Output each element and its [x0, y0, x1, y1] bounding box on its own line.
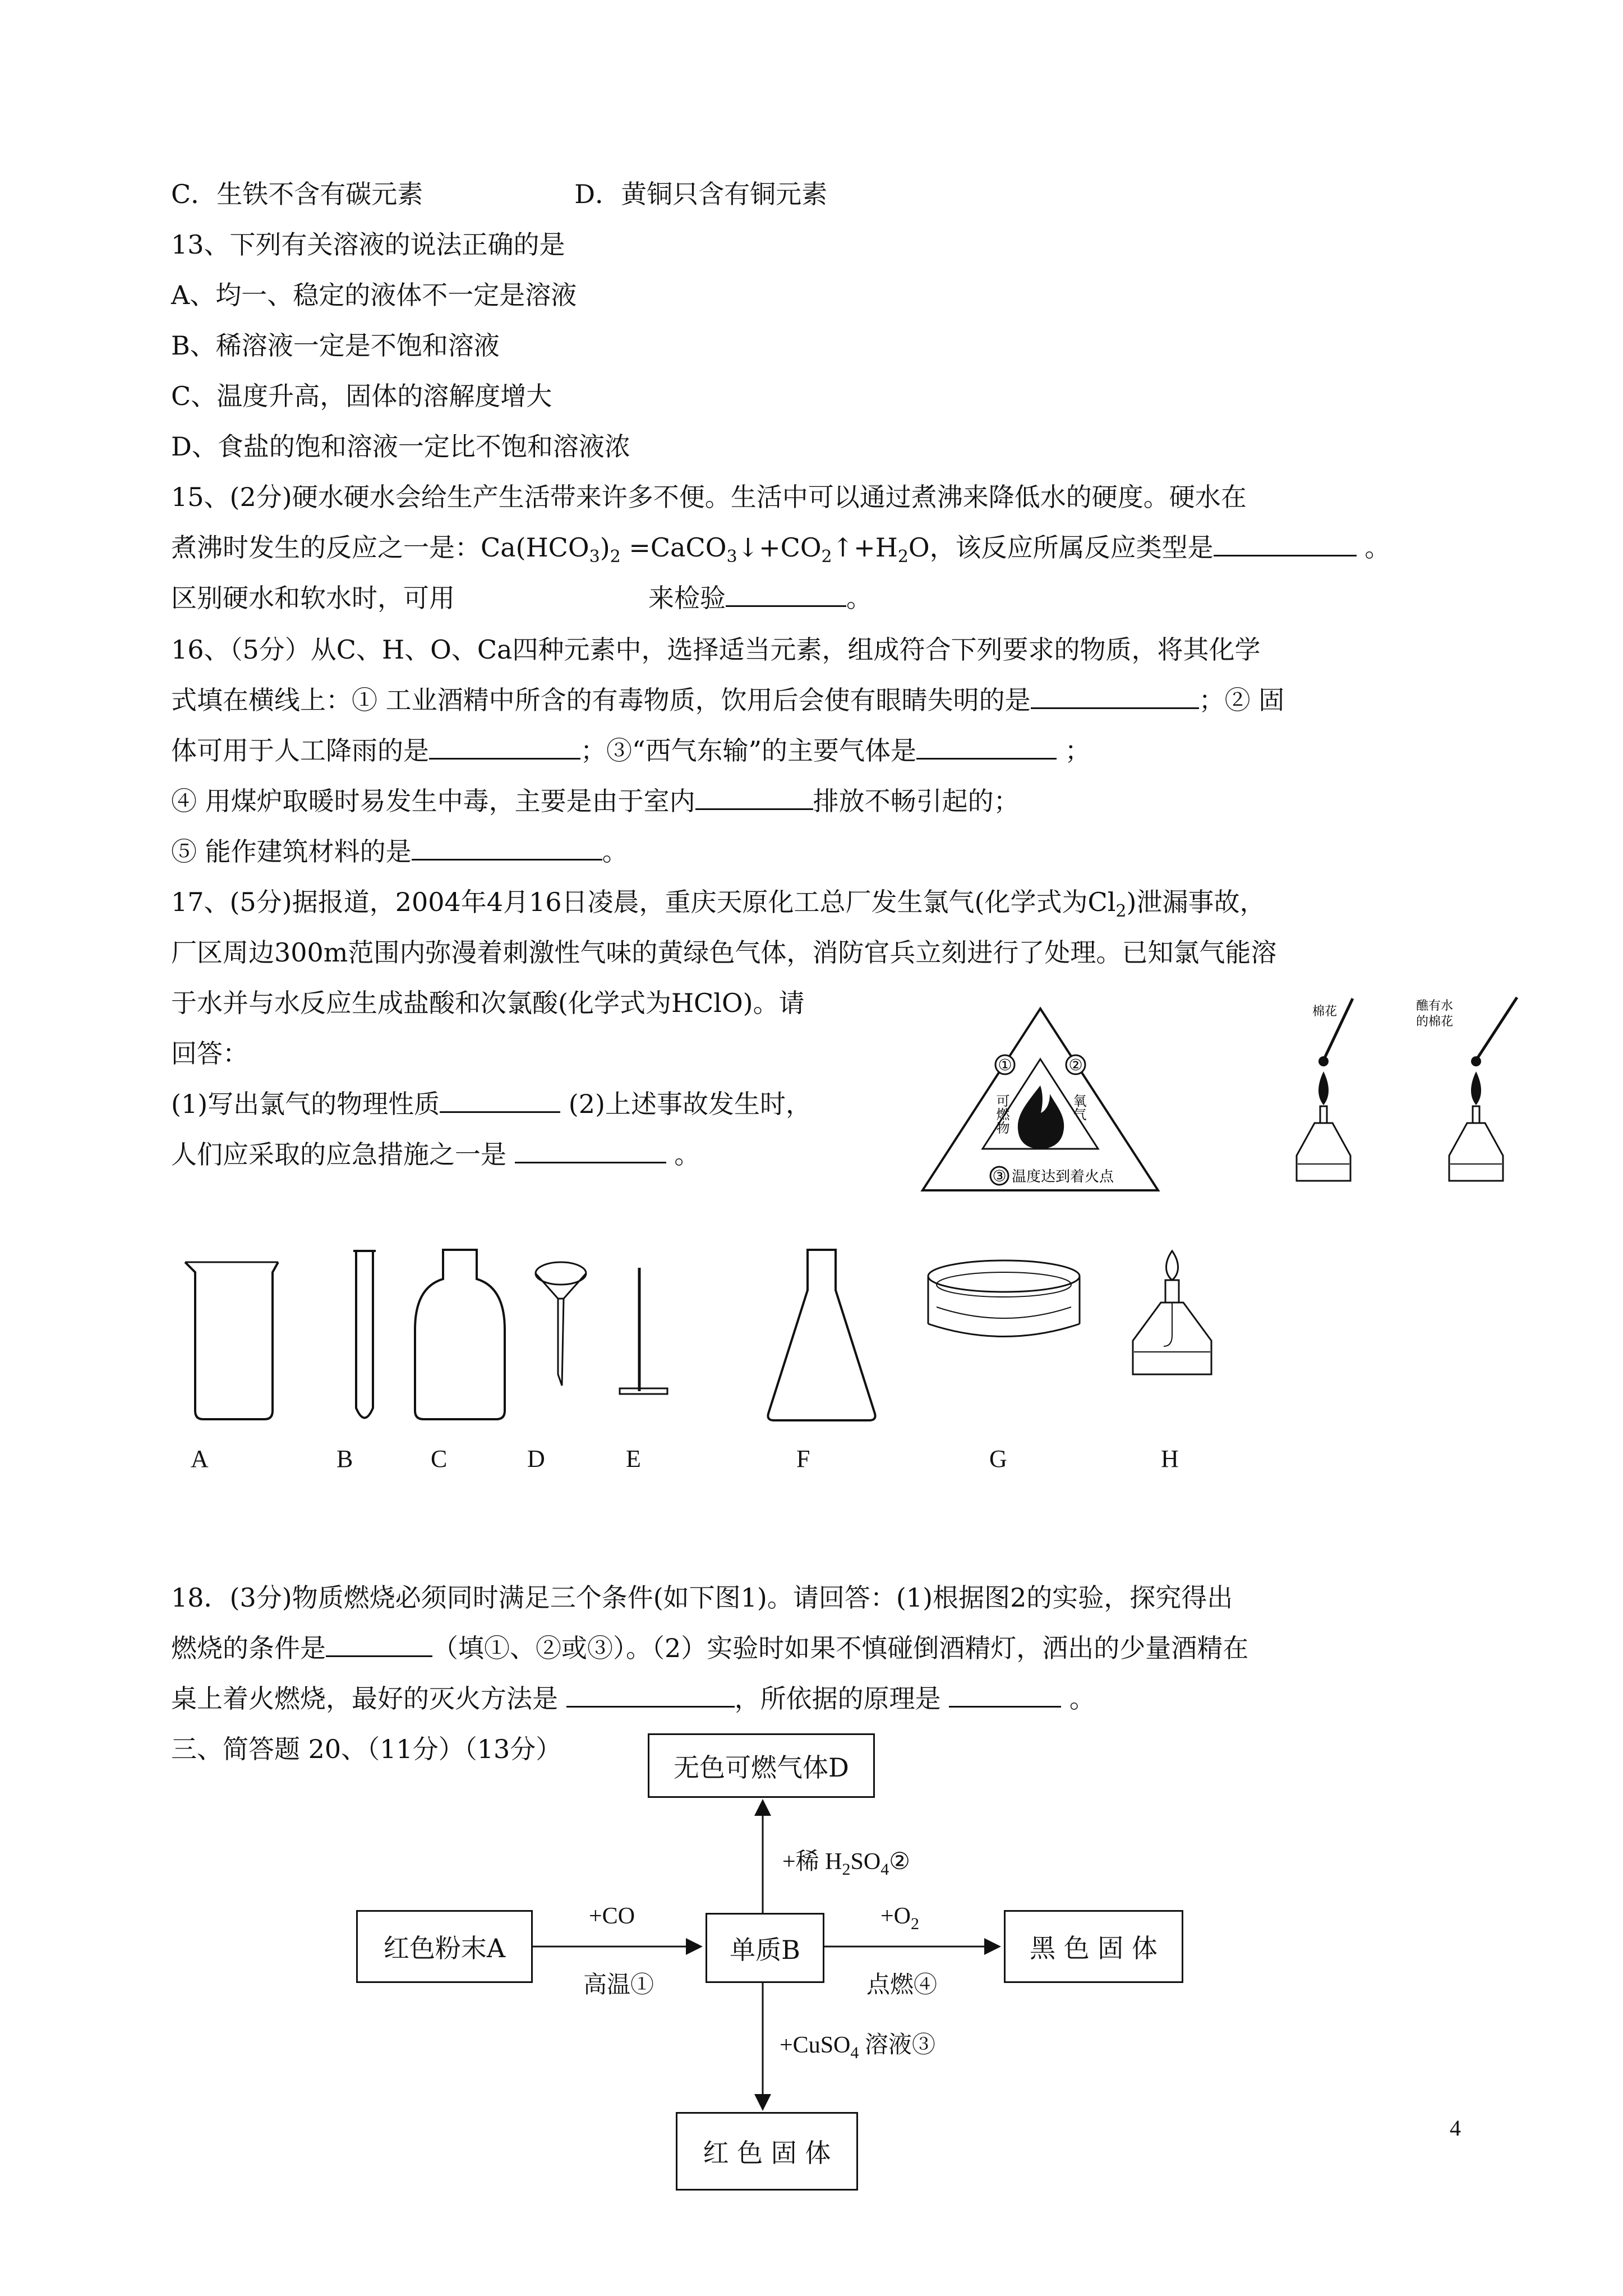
q18-line2: 燃烧的条件是 （填①、②或③）。（2）实验时如果不慎碰倒酒精灯，洒出的少量酒精在: [171, 1633, 1249, 1663]
fig2-label-cotton: 棉花: [1312, 1005, 1338, 1019]
fig2-label-wet-cotton-2: 的棉花: [1416, 1015, 1454, 1029]
flow-label-ignite: 点燃④: [866, 1972, 938, 1998]
apparatus-label-f: F: [796, 1445, 810, 1473]
q13-option-a: A、均一、稳定的液体不一定是溶液: [171, 280, 577, 310]
q13-option-d: D、食盐的饱和溶液一定比不饱和溶液浓: [171, 431, 630, 462]
flow-box-element-b: 单质B: [706, 1913, 824, 1983]
flow-box-red-solid: 红 色 固 体: [676, 2112, 858, 2191]
q12-option-d: D．黄铜只含有铜元素: [574, 179, 828, 209]
flow-label-co: +CO: [589, 1903, 635, 1929]
q12-option-c: C．生铁不含有碳元素: [171, 179, 423, 209]
flow-label-high-temp: 高温①: [583, 1972, 654, 1998]
flow-label-dilute-acid: +稀 $H_2SO_4②$: [782, 1849, 910, 1879]
fig1-number-1: ①: [998, 1056, 1012, 1074]
q16-line3: 体可用于人工降雨的是 ；③“西气东输”的主要气体是 ；: [171, 735, 1091, 766]
section-3-title: 三、简答题 20、（11分）（13分）: [171, 1734, 562, 1764]
q15-line1: 15、(2分)硬水硬水会给生产生活带来许多不便。生活中可以通过煮沸来降低水的硬度。硬水在: [171, 482, 1247, 512]
page-number: 4: [1450, 2115, 1461, 2141]
flow-box-colorless-gas-d: 无色可燃气体D: [648, 1733, 875, 1798]
apparatus-label-a: A: [191, 1445, 209, 1473]
q13-option-b: B、稀溶液一定是不饱和溶液: [171, 330, 500, 361]
fig1-number-2: ②: [1068, 1056, 1083, 1074]
apparatus-label-g: G: [989, 1445, 1007, 1473]
q13-stem: 13、下列有关溶液的说法正确的是: [171, 229, 565, 260]
flow-label-cuso4: +CuSO$_4$ 溶液③: [780, 2032, 935, 2062]
q15-line3: 区别硬水和软水时，可用 来检验 。: [171, 583, 872, 613]
q18-line1: 18．(3分)物质燃烧必须同时满足三个条件(如下图1)。请回答：(1)根据图2的实验，探究得出: [171, 1582, 1233, 1613]
q13-option-c: C、温度升高，固体的溶解度增大: [171, 381, 552, 411]
fig1-bottom-label: 温度达到着火点: [1012, 1168, 1114, 1185]
apparatus-label-c: C: [431, 1445, 448, 1473]
flow-label-oxygen: $+O_2$: [880, 1903, 920, 1933]
q17-line4: 回答：: [171, 1038, 248, 1069]
apparatus-label-h: H: [1161, 1445, 1179, 1473]
fig2-label-wet-cotton-1: 醮有水: [1416, 999, 1454, 1013]
apparatus-label-d: D: [527, 1445, 545, 1473]
q15-line2: 煮沸时发生的反应之一是：$Ca(HCO_3)_2$ $=CaCO_3↓+CO_2↑+H_2O$，该反应所属反应类型是 。: [171, 532, 1391, 567]
q17-line6: 人们应采取的应急措施之一是 。: [171, 1139, 700, 1170]
q16-line1: 16、（5分）从C、H、O、Ca四种元素中，选择适当元素，组成符合下列要求的物质，将其化学: [171, 634, 1261, 665]
q16-line4: ④ 用煤炉取暖时易发生中毒，主要是由于室内 排放不畅引起的；: [171, 786, 1020, 816]
q17-line5: (1)写出氯气的物理性质 (2)上述事故发生时，: [171, 1089, 811, 1119]
q16-line2: 式填在横线上：① 工业酒精中所含的有毒物质，饮用后会使有眼睛失明的是 ；② 固: [171, 685, 1285, 715]
q17-line3: 于水并与水反应生成盐酸和次氯酸(化学式为HClO)。请: [171, 988, 805, 1018]
q17-line2: 厂区周边300m范围内弥漫着刺激性气味的黄绿色气体，消防官兵立刻进行了处理。已知氯气能溶: [171, 937, 1277, 968]
flow-box-black-solid: 黑 色 固 体: [1004, 1910, 1183, 1983]
q16-line5: ⑤ 能作建筑材料的是 。: [171, 836, 628, 867]
q18-line3: 桌上着火燃烧，最好的灭火方法是 ，所依据的原理是 。: [171, 1683, 1095, 1714]
fig1-right-label: 氧气: [1071, 1094, 1086, 1121]
apparatus-label-e: E: [626, 1445, 641, 1473]
flow-box-red-powder-a: 红色粉末A: [356, 1910, 533, 1983]
apparatus-label-b: B: [336, 1445, 353, 1473]
fig1-number-3: ③: [992, 1167, 1007, 1185]
fig1-left-label: 可燃物: [994, 1094, 1009, 1134]
q17-line1: 17、(5分)据报道，2004年4月16日凌晨，重庆天原化工总厂发生氯气(化学式为$Cl_2$)泄漏事故，: [171, 887, 1266, 921]
